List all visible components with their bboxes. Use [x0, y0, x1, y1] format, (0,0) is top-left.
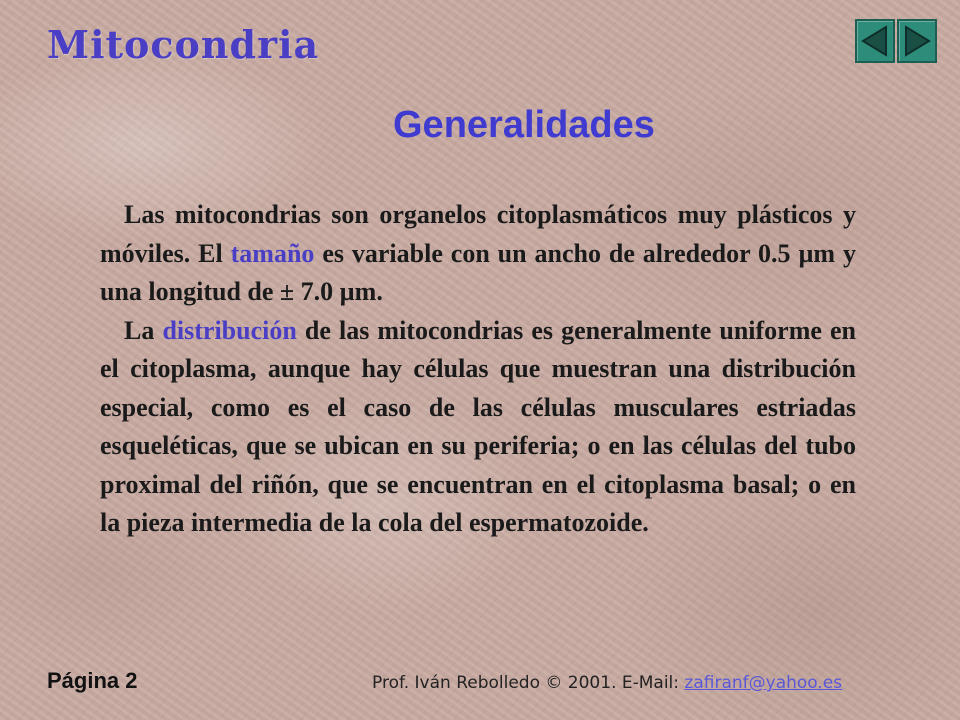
- section-subtitle: Generalidades: [393, 104, 655, 146]
- paragraph-text: de las mitocondrias es generalmente uniforme en el citoplasma, aunque hay células que muestran una distribución especial, como es el caso de las células musculares estriadas esqueléticas, que se ubican en su periferia; o en las células del tubo proximal del riñón, que se encuentran en el citoplasma basal; o en la pieza intermedia de la cola del espermatozoide.: [100, 315, 856, 537]
- highlight-term-size: tamaño: [230, 238, 315, 268]
- next-triangle-icon: [902, 25, 932, 57]
- paragraph-size: [100, 196, 856, 312]
- paragraph-text: La: [124, 315, 163, 345]
- prev-triangle-icon: [860, 25, 890, 57]
- previous-slide-button[interactable]: [855, 19, 895, 63]
- slide-navigation: [855, 19, 937, 63]
- next-slide-button[interactable]: [897, 19, 937, 63]
- paragraph-text: Las mitocondrias son organelos citoplasmáticos muy plásticos y móviles. El: [100, 200, 856, 268]
- email-link[interactable]: zafiranf@yahoo.es: [684, 673, 843, 693]
- paragraph-text: es variable con un ancho de alrededor 0.5 µm y una longitud de ± 7.0 µm.: [100, 238, 856, 306]
- body-text: [100, 196, 856, 543]
- footer-credit: [372, 673, 842, 693]
- highlight-term-distribution: distribución: [162, 315, 297, 345]
- credit-text: Prof. Iván Rebolledo © 2001. E-Mail:: [372, 673, 685, 693]
- paragraph-distribution: [100, 312, 856, 543]
- slide-title: Mitocondria: [47, 22, 320, 67]
- page-number: Página 2: [47, 668, 138, 693]
